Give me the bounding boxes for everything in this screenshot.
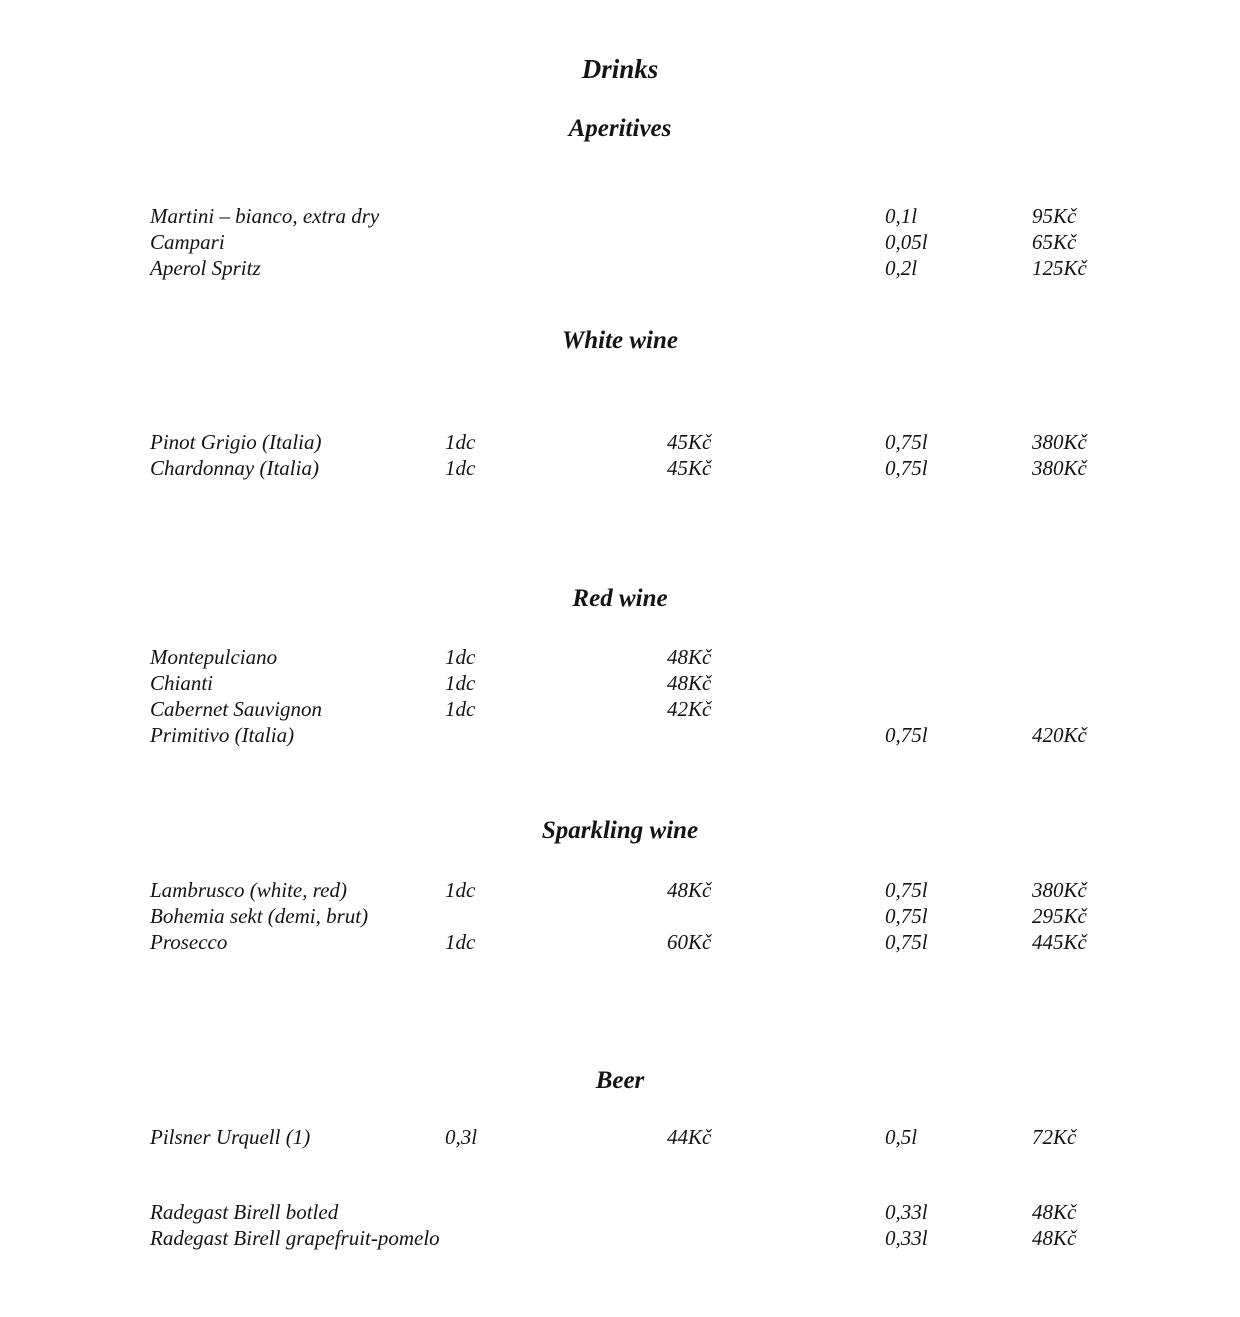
item-volume-small: 1dc	[445, 878, 476, 902]
menu-item-row	[150, 429, 1110, 455]
menu-item-row	[150, 929, 1110, 955]
item-name: Prosecco	[150, 930, 228, 954]
item-name: Primitivo (Italia)	[150, 723, 295, 747]
menu-item-row	[150, 1199, 1110, 1225]
item-volume-large: 0,1l	[885, 204, 918, 228]
item-volume-small: 1dc	[445, 697, 476, 721]
item-name: Pinot Grigio (Italia)	[150, 430, 322, 454]
item-price-small: 60Kč	[667, 930, 712, 954]
item-price-small: 48Kč	[667, 645, 712, 669]
section-heading-beer: Beer	[595, 1067, 645, 1094]
item-name: Lambrusco (white, red)	[150, 878, 347, 902]
item-price-small: 45Kč	[667, 456, 712, 480]
item-volume-large: 0,2l	[885, 256, 918, 280]
item-volume-small: 1dc	[445, 430, 476, 454]
item-price-large: 95Kč	[1032, 204, 1077, 228]
item-price-large: 445Kč	[1032, 930, 1087, 954]
item-volume-large: 0,05l	[885, 230, 928, 254]
item-volume-large: 0,75l	[885, 904, 928, 928]
item-price-large: 125Kč	[1032, 256, 1087, 280]
item-price-large: 420Kč	[1032, 723, 1087, 747]
item-name: Cabernet Sauvignon	[150, 697, 323, 721]
section-heading-sparkling-wine: Sparkling wine	[541, 817, 699, 844]
item-price-small: 45Kč	[667, 430, 712, 454]
item-name: Bohemia sekt (demi, brut)	[150, 904, 369, 928]
item-volume-large: 0,75l	[885, 430, 928, 454]
menu-item-row	[150, 696, 1110, 722]
item-price-large: 295Kč	[1032, 904, 1087, 928]
menu-item-row	[150, 722, 1110, 748]
menu-item-row	[150, 203, 1110, 229]
item-name: Martini – bianco, extra dry	[150, 204, 380, 228]
menu-item-row	[150, 455, 1110, 481]
item-volume-small: 1dc	[445, 456, 476, 480]
item-price-small: 44Kč	[667, 1125, 712, 1149]
menu-item-row	[150, 644, 1110, 670]
item-volume-large: 0,75l	[885, 456, 928, 480]
section-heading-aperitives: Aperitives	[568, 115, 672, 142]
item-name: Chianti	[150, 671, 214, 695]
item-volume-large: 0,75l	[885, 930, 928, 954]
item-name: Radegast Birell grapefruit-pomelo	[150, 1226, 440, 1250]
menu-item-row	[150, 1225, 1110, 1251]
item-price-small: 42Kč	[667, 697, 712, 721]
item-name: Radegast Birell botled	[150, 1200, 339, 1224]
section-heading-white-wine: White wine	[562, 327, 678, 354]
item-price-large: 380Kč	[1032, 430, 1087, 454]
item-volume-large: 0,5l	[885, 1125, 918, 1149]
item-price-large: 65Kč	[1032, 230, 1077, 254]
menu-item-row	[150, 229, 1110, 255]
menu-item-row	[150, 903, 1110, 929]
item-name: Aperol Spritz	[150, 256, 261, 280]
item-price-large: 380Kč	[1032, 878, 1087, 902]
item-name: Campari	[150, 230, 225, 254]
menu-item-row	[150, 670, 1110, 696]
item-volume-large: 0,75l	[885, 723, 928, 747]
item-volume-large: 0,33l	[885, 1226, 928, 1250]
item-volume-large: 0,33l	[885, 1200, 928, 1224]
item-price-large: 48Kč	[1032, 1226, 1077, 1250]
item-volume-small: 0,3l	[445, 1125, 478, 1149]
item-name: Pilsner Urquell (1)	[150, 1125, 311, 1149]
item-price-small: 48Kč	[667, 878, 712, 902]
menu-title: Drinks	[581, 54, 659, 84]
item-volume-small: 1dc	[445, 671, 476, 695]
item-name: Chardonnay (Italia)	[150, 456, 319, 480]
item-price-large: 72Kč	[1032, 1125, 1077, 1149]
item-price-large: 48Kč	[1032, 1200, 1077, 1224]
menu-item-row	[150, 1124, 1110, 1150]
item-price-large: 380Kč	[1032, 456, 1087, 480]
item-volume-small: 1dc	[445, 645, 476, 669]
item-volume-large: 0,75l	[885, 878, 928, 902]
menu-item-row	[150, 877, 1110, 903]
item-volume-small: 1dc	[445, 930, 476, 954]
item-price-small: 48Kč	[667, 671, 712, 695]
item-name: Montepulciano	[150, 645, 278, 669]
section-heading-red-wine: Red wine	[572, 585, 668, 612]
menu-item-row	[150, 255, 1110, 281]
